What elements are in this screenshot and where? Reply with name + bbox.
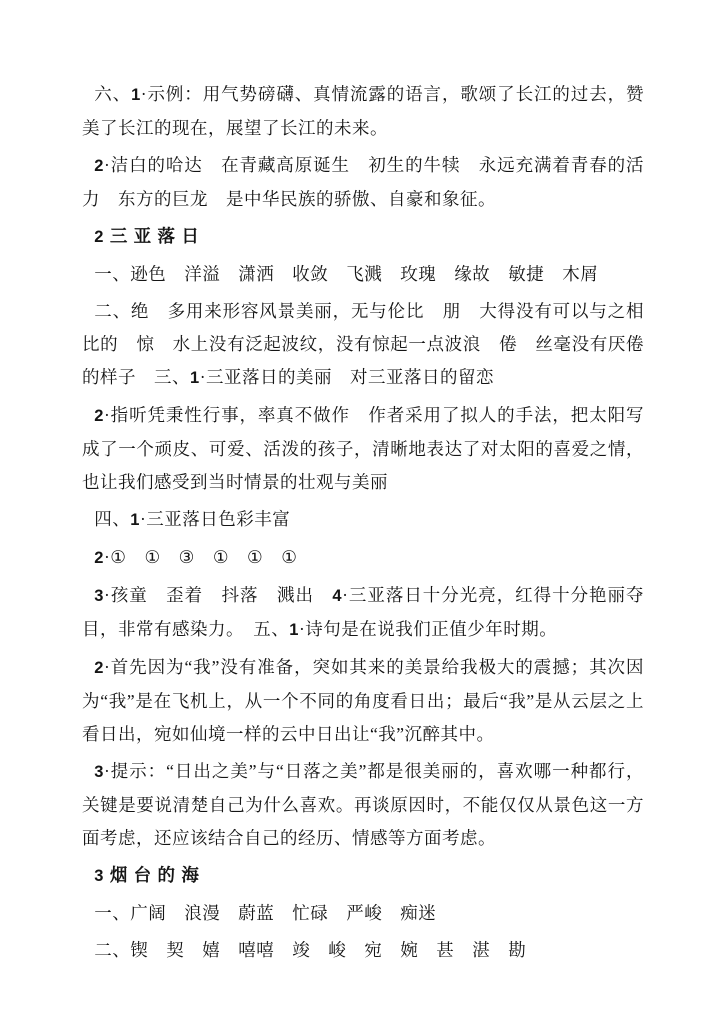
answer-number: 3 bbox=[94, 763, 104, 781]
answer-number: 1 bbox=[131, 86, 141, 104]
answer-number: 2 bbox=[94, 228, 105, 246]
paragraph: 2·① ① ③ ① ① ① bbox=[94, 547, 298, 567]
answer-number: 3 bbox=[94, 867, 105, 885]
paragraph: 二、绝 多用来形容风景美丽，无与伦比 朋 大得没有可以与之相比的 惊 水上没有泛起波纹，没有惊起一点波浪 倦 丝毫没有厌倦的样子 三、1·三亚落日的美丽 对三亚落日的留恋 bbox=[82, 301, 644, 387]
paragraph: 2·首先因为“我”没有准备，突如其来的美景给我极大的震撼；其次因为“我”是在飞机上，从一个不同的角度看日出；最后“我”是从云层之上看日出，宛如仙境一样的云中日出让“我”沉醉其中。 bbox=[82, 657, 644, 744]
answer-number: 1 bbox=[130, 511, 140, 529]
answer-number: 2 bbox=[94, 157, 104, 175]
answer-number: 1 bbox=[190, 369, 200, 387]
answer-number: 3 bbox=[94, 587, 104, 605]
answer-number: 1 bbox=[289, 621, 299, 639]
paragraph: 一、逊色 洋溢 潇洒 收敛 飞溅 玫瑰 缘故 敏捷 木屑 bbox=[94, 264, 599, 284]
section-heading: 3 烟 台 的 海 bbox=[94, 865, 200, 885]
paragraph: 2·指听凭秉性行事，率真不做作 作者采用了拟人的手法，把太阳写成了一个顽皮、可爱、活泼的孩子，清晰地表达了对太阳的喜爱之情，也让我们感受到当时情景的壮观与美丽 bbox=[82, 405, 644, 492]
answer-number: 2 bbox=[94, 549, 104, 567]
paragraph: 六、1·示例：用气势磅礴、真情流露的语言，歌颂了长江的过去，赞美了长江的现在，展望了长江的未来。 bbox=[82, 84, 645, 138]
paragraph: 3·提示：“日出之美”与“日落之美”都是很美丽的，喜欢哪一种都行，关键是要说清楚自己为什么喜欢。再谈原因时，不能仅仅从景色这一方面考虑，还应该结合自己的经历、情感等方面考虑。 bbox=[82, 761, 644, 848]
answer-number: 2 bbox=[94, 407, 104, 425]
paragraph: 2·洁白的哈达 在青藏高原诞生 初生的牛犊 永远充满着青春的活力 东方的巨龙 是中华民族的骄傲、自豪和象征。 bbox=[82, 155, 644, 209]
paragraph: 四、1·三亚落日色彩丰富 bbox=[94, 509, 291, 529]
section-heading: 2 三 亚 落 日 bbox=[94, 226, 200, 246]
paragraph: 二、锲 契 嬉 嘻嘻 竣 峻 宛 婉 甚 湛 勘 bbox=[94, 940, 527, 960]
answer-number: 2 bbox=[94, 659, 104, 677]
paragraph: 3·孩童 歪着 抖落 溅出 4·三亚落日十分光亮，红得十分艳丽夺目，非常有感染力。 五、1·诗句是在说我们正值少年时期。 bbox=[82, 585, 645, 639]
answer-number: 4 bbox=[332, 587, 343, 605]
paragraph: 一、广阔 浪漫 蔚蓝 忙碌 严峻 痴迷 bbox=[94, 903, 437, 923]
